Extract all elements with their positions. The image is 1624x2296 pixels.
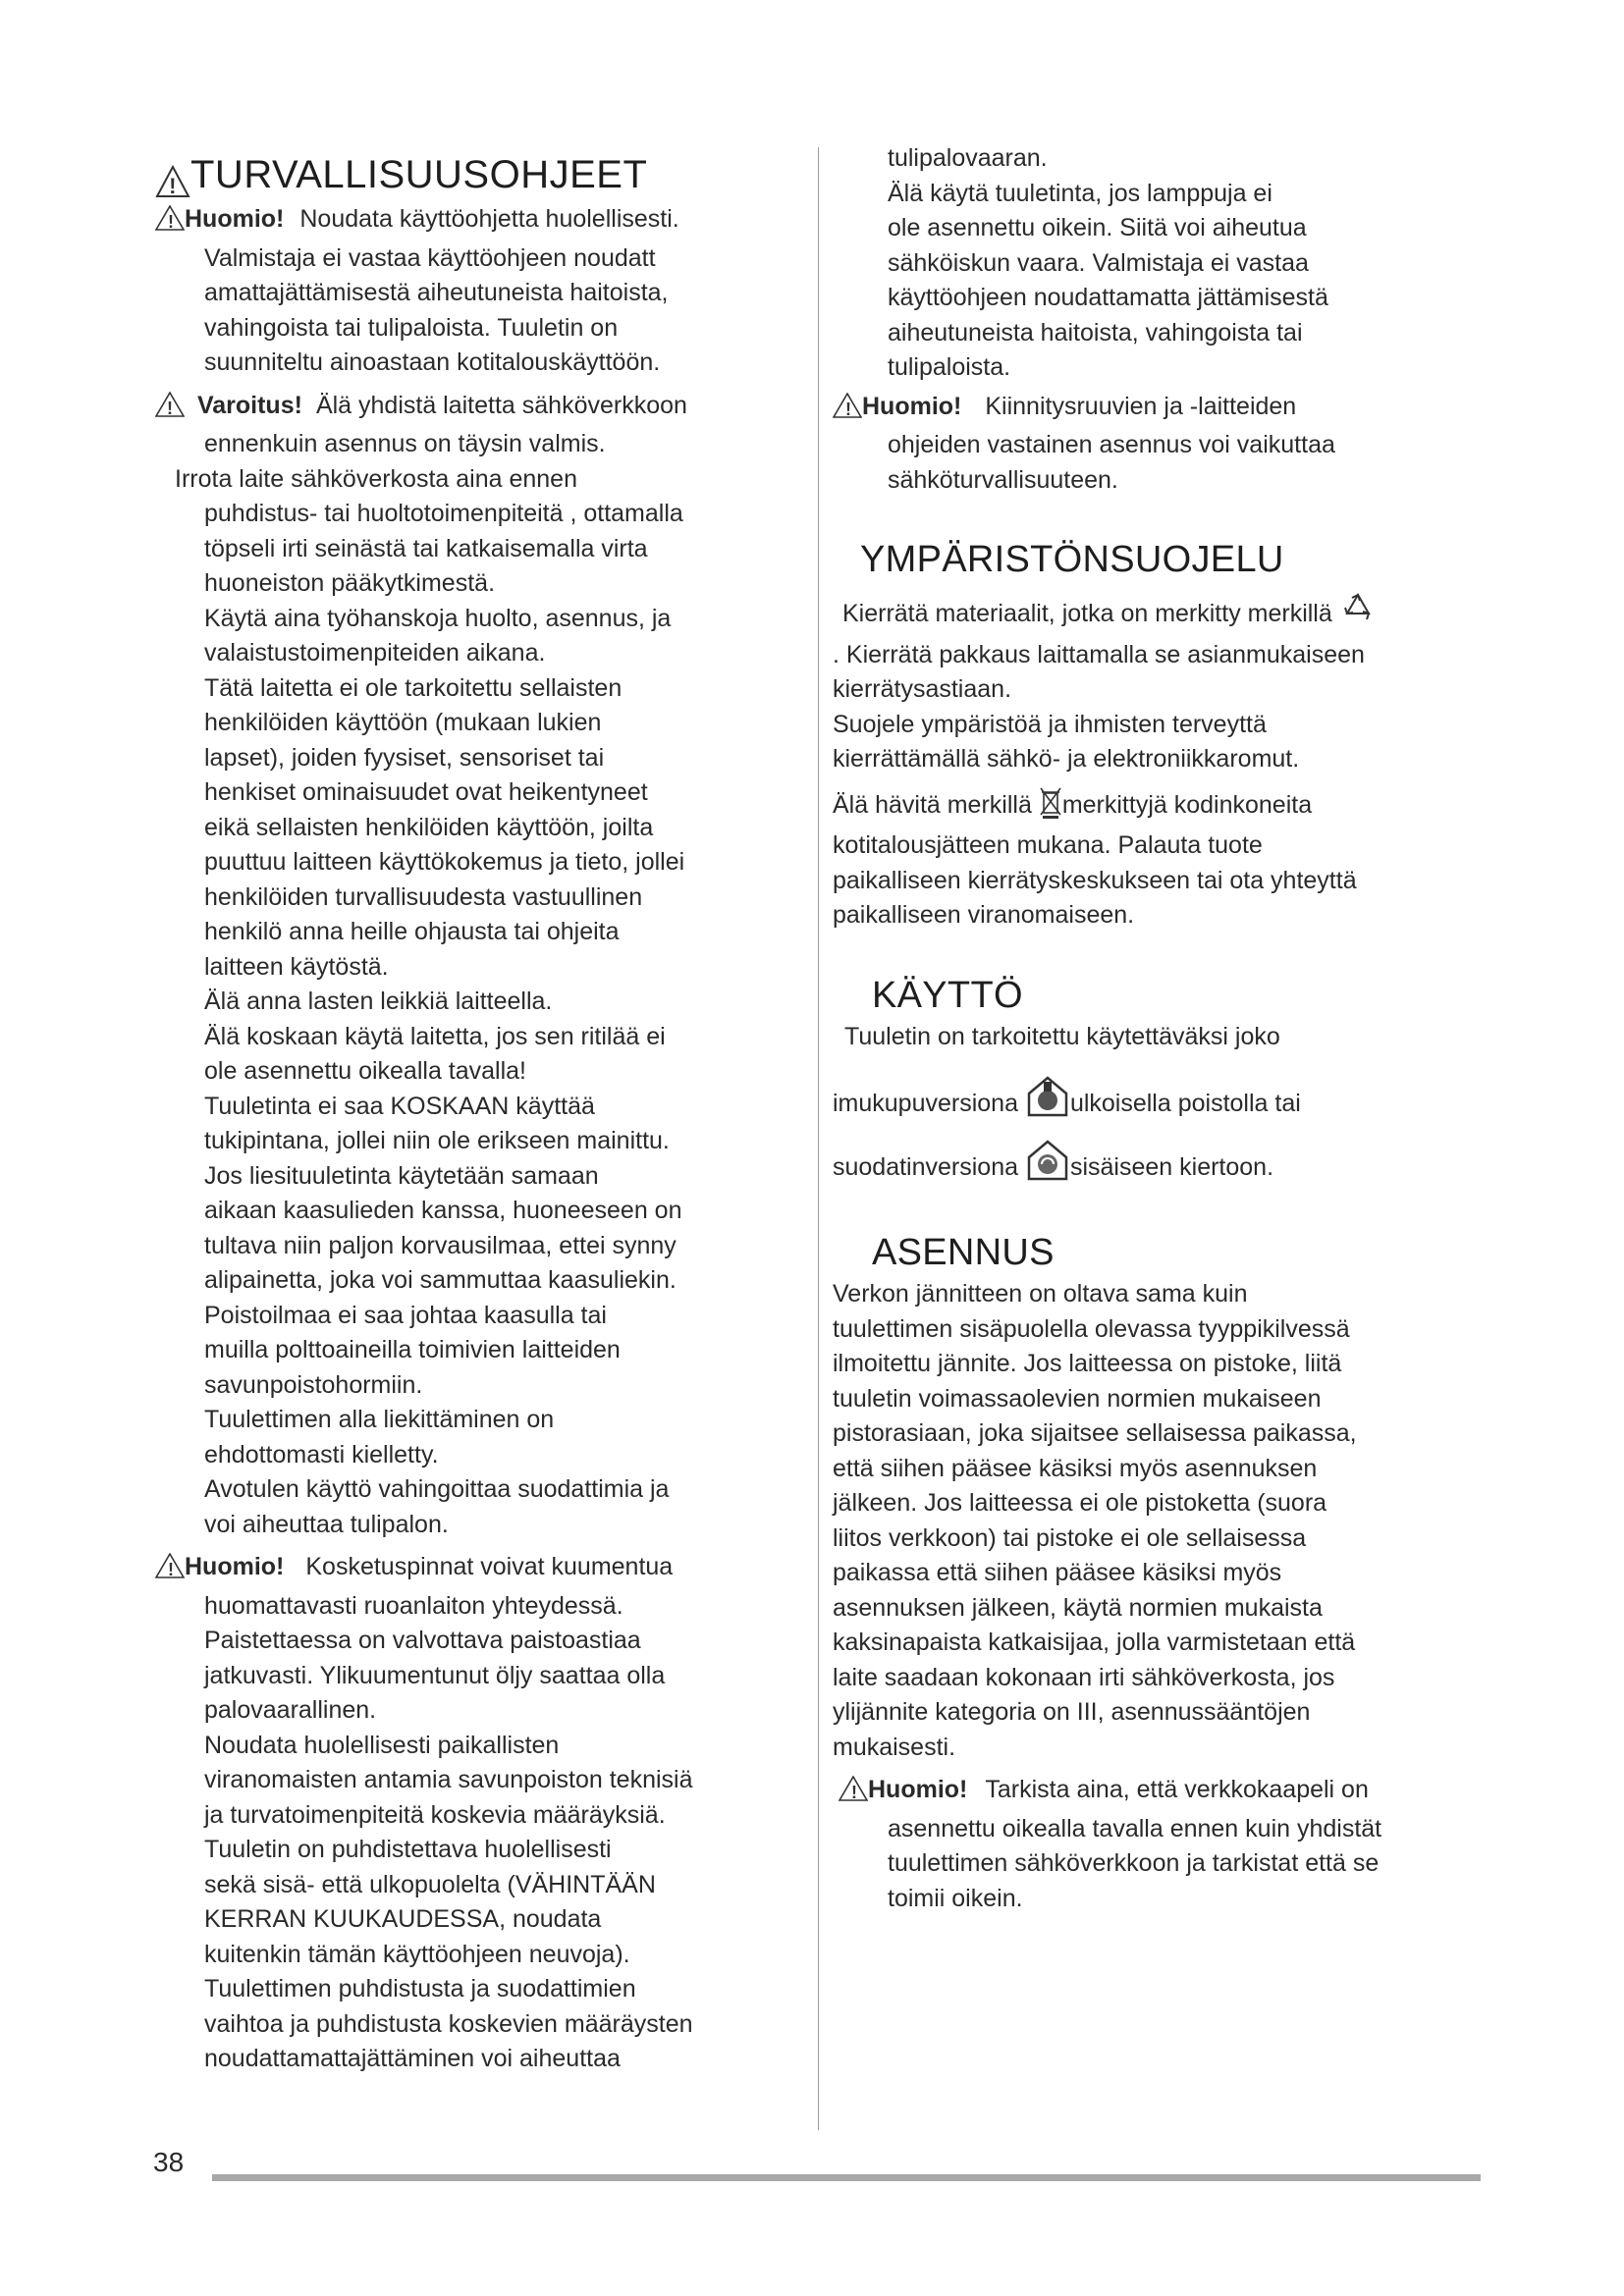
installation-body: Verkon jännitteen on oltava sama kuin tuulettimen sisäpuolella olevassa tyyppikilvessä ilmoitettu jännite. Jos laitteessa on pistoke, liitä tuuletin voimassaolevien normien mukaiseen pistorasiaan, joka sijaitsee sellaisessa paikassa, että siihen pääsee käsiksi myös asennuksen jälkeen. Jos laitteessa ei ole pistoketta (suora liitos verkkoon) tai pistoke ei ole sellaisessa paikassa että siihen pääsee käsiksi myös asennuksen jälkeen, käytä normien mukaista kaksinapaista katkaisijaa, jolla varmistetaan että laite saadaan kokonaan irti sähköverkosta, jos ylijännite kategoria on III, asennussääntöjen mukaisesti. bbox=[833, 1280, 1357, 1761]
irrota-body: puhdistus- tai huoltotoimenpiteitä , ottamalla töpseli irti seinästä tai katkaisemalla virta huoneiston pääkytkimestä. bbox=[204, 500, 683, 597]
section-heading-installation: ASENNUS bbox=[872, 1232, 1055, 1273]
huomio-1-body: Valmistaja ei vastaa käyttöohjeen noudatt amattajättämisestä aiheutuneista haitoista, vahingoista tai tulipaloista. Tuuletin on suunniteltu ainoastaan kotitalouskäyttöön. bbox=[204, 243, 669, 376]
huomio-label: Huomio! bbox=[185, 205, 285, 233]
continued-text: tulipalovaaran. Älä käytä tuuletinta, jos lamppuja ei ole asennettu oikein. Siitä voi aiheutua sähköiskun vaara. Valmistaja ei vastaa käyttöohjeen noudattamatta jättämisestä aiheutuneista haitoista, vahingoista tai tulipaloista. bbox=[888, 144, 1328, 381]
svg-text:!: ! bbox=[167, 398, 173, 417]
huomio-note-3: ! Huomio! Kiinnitysruuvien ja -laitteiden bbox=[833, 390, 1481, 429]
page-number: 38 bbox=[153, 2147, 185, 2177]
varoitus-label: Varoitus! bbox=[196, 391, 302, 419]
svg-text:!: ! bbox=[169, 174, 177, 198]
recirculation-mode-icon bbox=[1025, 1138, 1070, 1192]
huomio-3-body: ohjeiden vastainen asennus voi vaikuttaa sähköturvallisuuteen. bbox=[888, 431, 1335, 494]
warning-icon bbox=[839, 1776, 868, 1812]
section-heading-environment: YMPÄRISTÖNSUOJELU bbox=[860, 539, 1284, 580]
warning-icon bbox=[155, 392, 185, 428]
warning-icon bbox=[155, 205, 185, 241]
environment-body: . Kierrätä pakkaus laittamalla se asianmukaiseen kierrätysastiaan. Suojele ympäristöä ja ihmisten terveyttä kierrättämällä sähkö- ja elektroniikkaromut. bbox=[833, 640, 1365, 773]
left-column: ! TURVALLISUUSOHJEET ! Huomio! Noudata käyttöohjetta huolellisesti. Valmistaja ei vastaa käyttöohjeen noudatt amattajättämisestä aiheutuneista haitoista, vahingoista tai tulipaloista. Tuuletin on suunniteltu ainoastaan kotitalouskäyttöön. ! Varoitus! Älä yhdistä laitetta sähköverkkoon ennenkuin asennus on täysin valmis. Irrota laite sähköverkosta aina ennen puhdistus- tai huoltotoimenpiteitä , ottamalla töpseli irti seinästä tai katkaisemalla virta huoneiston pääkytkimestä. Käytä aina työhanskoja huolto, asennus, ja valaistustoimenpiteiden aikana. Tätä laitetta ei ole tarkoitettu sellaisten henkilöiden käyttöön (mukaan lukien lapset), joiden fyysiset, sensoriset tai henkiset ominaisuudet ovat heikentyneet eikä sellaisten henkilöiden käyttöön, joilta puuttuu laitteen käyttökokemus ja tieto, jollei henkilöiden turvallisuudesta vastuullinen henkilö anna heille ohjausta tai ohjeita laitteen käytöstä. Älä anna lasten leikkiä laitteella. Älä koskaan käytä laitetta, jos sen ritilää ei ole asennettu oikealla tavalla! Tuuletinta ei saa KOSKAAN käyttää tukipintana, jollei niin ole erikseen mainittu. Jos liesituuletinta käytetään samaan aikaan kaasulieden kanssa, huoneeseen on tultava niin paljon korvausilmaa, ettei synny alipainetta, joka voi sammuttaa kaasuliekin. Poistoilmaa ei saa johtaa kaasulla tai muilla polttoaineilla toimivien laitteiden savunpoistohormiin. Tuulettimen alla liekittäminen on ehdottomasti kielletty. Avotulen käyttö vahingoittaa suodattimia ja voi aiheuttaa tulipalon. ! Huomio! Kosketuspinnat voivat kuumentua huomattavasti ruoanlaiton yhteydessä. Paistettaessa on valvottava paistoastiaa jatkuvasti. Ylikuumentunut öljy saattaa olla palovaarallinen. Noudata huolellisesti paikallisten viranomaisten antamia savunpoiston teknisiä ja turvatoimenpiteitä koskevia määräyksiä. Tuuletin on puhdistettava huolellisesti sekä sisä- että ulkopuolelta (VÄHINTÄÄN KERRAN KUUKAUDESSA, noudata kuitenkin tämän käyttöohjeen neuvoja). Tuulettimen puhdistusta ja suodattimien vaihtoa ja puhdistusta koskevien määräysten noudattamattajättäminen voi aiheuttaa bbox=[155, 147, 793, 2077]
huomio-note-1: ! Huomio! Noudata käyttöohjetta huolellisesti. bbox=[155, 202, 793, 241]
warning-icon bbox=[833, 393, 862, 429]
huomio-label: Huomio! bbox=[185, 1553, 285, 1580]
svg-text:!: ! bbox=[168, 212, 174, 231]
safety-body: Käytä aina työhanskoja huolto, asennus, ja valaistustoimenpiteiden aikana. Tätä laitetta ei ole tarkoitettu sellaisten henkilöiden käyttöön (mukaan lukien lapset), joiden fyysiset, sensoriset tai henkiset ominaisuudet ovat heikentyneet eikä sellaisten henkilöiden käyttöön, joilta puuttuu laitteen käyttökokemus ja tieto, jollei henkilöiden turvallisuudesta vastuullinen henkilö anna heille ohjausta tai ohjeita laitteen käytöstä. Älä anna lasten leikkiä laitteella. Älä koskaan käytä laitetta, jos sen ritilää ei ole asennettu oikealla tavalla! Tuuletinta ei saa KOSKAAN käyttää tukipintana, jollei niin ole erikseen mainittu. Jos liesituuletinta käytetään samaan aikaan kaasulieden kanssa, huoneeseen on tultava niin paljon korvausilmaa, ettei synny alipainetta, joka voi sammuttaa kaasuliekin. Poistoilmaa ei saa johtaa kaasulla tai muilla polttoaineilla toimivien laitteiden savunpoistohormiin. Tuulettimen alla liekittäminen on ehdottomasti kielletty. Avotulen käyttö vahingoittaa suodattimia ja voi aiheuttaa tulipalon. bbox=[204, 604, 685, 1538]
svg-text:!: ! bbox=[168, 1560, 174, 1578]
extraction-mode-icon bbox=[1025, 1074, 1070, 1128]
huomio-2-body: huomattavasti ruoanlaiton yhteydessä. Paistettaessa on valvottava paistoastiaa jatkuvasti. Ylikuumentunut öljy saattaa olla palovaarallinen. Noudata huolellisesti paikallisten viranomaisten antamia savunpoiston teknisiä ja turvatoimenpiteitä koskevia määräyksiä. Tuuletin on puhdistettava huolellisesti sekä sisä- että ulkopuolelta (VÄHINTÄÄN KERRAN KUUKAUDESSA, noudata kuitenkin tämän käyttöohjeen neuvoja). Tuulettimen puhdistusta ja suodattimien vaihtoa ja puhdistusta koskevien määräysten noudattamattajättäminen voi aiheuttaa bbox=[204, 1591, 693, 2072]
huomio-label: Huomio! bbox=[862, 392, 962, 420]
huomio-note-2: ! Huomio! Kosketuspinnat voivat kuumentua bbox=[155, 1550, 793, 1589]
huomio-label: Huomio! bbox=[868, 1776, 968, 1803]
crossed-bin-icon bbox=[1039, 785, 1062, 829]
footer-rule bbox=[212, 2174, 1481, 2181]
section-heading-usage: KÄYTTÖ bbox=[872, 974, 1023, 1016]
svg-text:!: ! bbox=[851, 1783, 857, 1801]
section-heading-safety: ! TURVALLISUUSOHJEET bbox=[155, 147, 793, 202]
warning-icon bbox=[155, 158, 190, 198]
recycle-icon bbox=[1339, 592, 1377, 638]
svg-text:!: ! bbox=[845, 399, 851, 418]
varoitus-note: ! Varoitus! Älä yhdistä laitetta sähköverkkoon bbox=[155, 389, 793, 428]
huomio-note-4: ! Huomio! Tarkista aina, että verkkokaapeli on bbox=[833, 1773, 1481, 1812]
warning-icon bbox=[155, 1553, 185, 1589]
column-divider bbox=[818, 147, 819, 2130]
right-column: tulipalovaaran. Älä käytä tuuletinta, jos lamppuja ei ole asennettu oikein. Siitä voi aiheutua sähköiskun vaara. Valmistaja ei vastaa käyttöohjeen noudattamatta jättämisestä aiheutuneista haitoista, vahingoista tai tulipaloista. ! Huomio! Kiinnitysruuvien ja -laitteiden ohjeiden vastainen asennus voi vaikuttaa sähköturvallisuuteen. YMPÄRISTÖNSUOJELU Kierrätä materiaalit, jotka on merkitty merkillä . Kierrätä pakkaus laittamalla se asianmukaiseen kierrätysastiaan. Suojele ympäristöä ja ihmisten terveyttä kierrättämällä sähkö- ja elektroniikkaromut. Älä hävitä merkillä merkittyjä kodinkoneita kotitalousjätteen mukana. Palauta tuote paikalliseen kierrätyskeskukseen tai ota yhteyttä paikalliseen viranomaiseen. KÄYTTÖ Tuuletin on tarkoitettu käytettäväksi joko imukupuversiona ulkoisella poistolla tai suodatinversiona sisäiseen kiertoon. ASENNUS Verkon jännitteen on oltava sama kuin tuulettimen sisäpuolella olevassa tyyppikilvessä ilmoitettu jännite. Jos laitteessa on pistoke, liitä tuuletin voimassaolevien normien mukaiseen pistorasiaan, joka sijaitsee sellaisessa paikassa, että siihen pääsee käsiksi myös asennuksen jälkeen. Jos laitteessa ei ole pistoketta (suora liitos verkkoon) tai pistoke ei ole sellaisessa paikassa että siihen pääsee käsiksi myös asennuksen jälkeen, käytä normien mukaista kaksinapaista katkaisijaa, jolla varmistetaan että laite saadaan kokonaan irti sähköverkosta, jos ylijännite kategoria on III, asennussääntöjen mukaisesti. ! Huomio! Tarkista aina, että verkkokaapeli on asennettu oikealla tavalla ennen kuin yhdistät tuulettimen sähköverkkoon ja tarkistat että se toimii oikein. bbox=[833, 147, 1481, 1916]
environment-body-2: kotitalousjätteen mukana. Palauta tuote paikalliseen kierrätyskeskukseen tai ota yhteyttä paikalliseen viranomaiseen. bbox=[833, 831, 1357, 929]
huomio-4-body: asennettu oikealla tavalla ennen kuin yhdistät tuulettimen sähköverkkoon ja tarkistat että se toimii oikein. bbox=[888, 1814, 1382, 1912]
